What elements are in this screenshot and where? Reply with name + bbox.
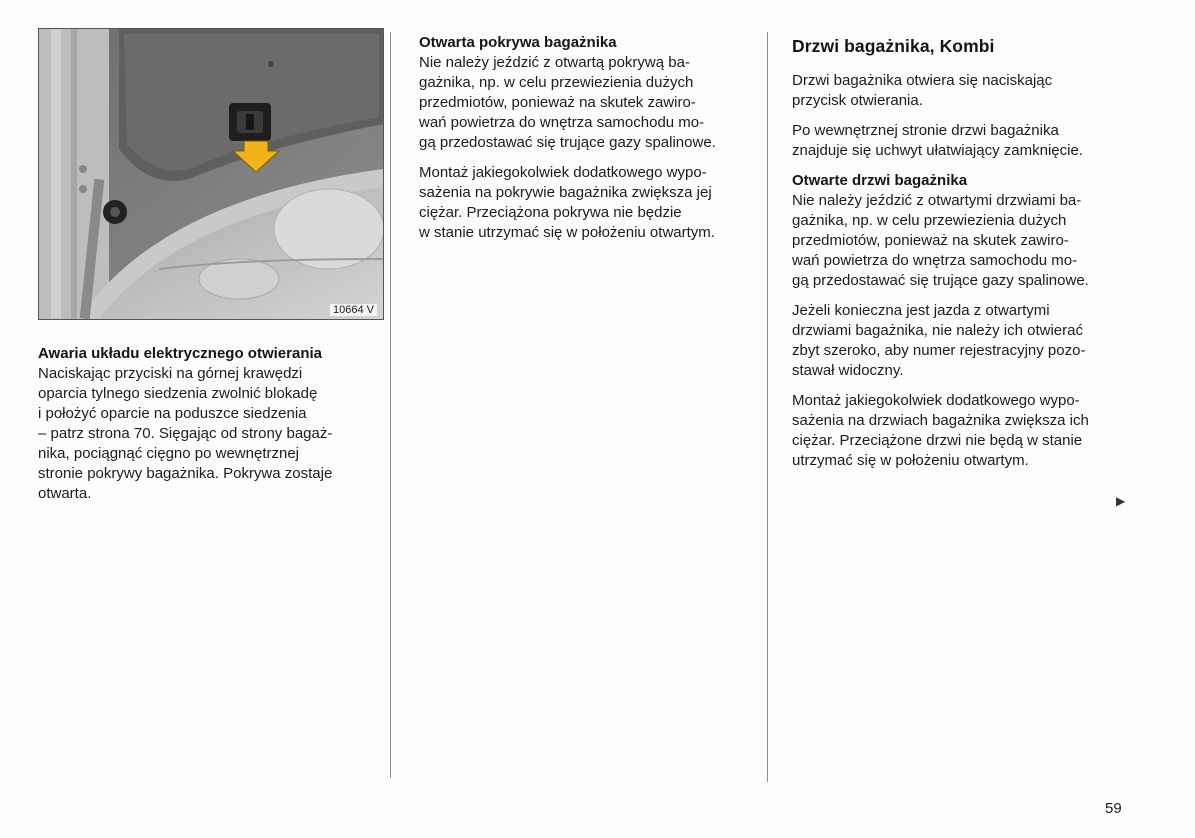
trunk-lid-figure (38, 28, 384, 320)
right-column (792, 36, 1137, 481)
electric-release-failure-heading: Awaria układu elektrycznego otwierania (38, 345, 322, 362)
left-column (38, 28, 388, 514)
open-tailgate-plate-text: Jeżeli konieczna jest jazda z otwartymi drzwiami bagażnika, nie należy ich otwierać zbyt szeroko, aby numer rejestracyjny pozo- stawał widoczny. (792, 302, 1086, 379)
open-trunk-lid-warning: Nie należy jeździć z otwartą pokrywą ba- gażnika, np. w celu przewiezienia dużych przedmiotów, ponieważ na skutek zawiro- wań powietrza do wnętrza samochodu mo- gą przedostawać się trujące gazy spalinowe. (419, 54, 716, 151)
trunk-lid-extra-equipment-text: Montaż jakiegokolwiek dodatkowego wypo- sażenia na pokrywie bagażnika zwiększa jej ciężar. Przeciążona pokrywa nie będzie w stanie utrzymać się w położeniu otwartym. (419, 164, 715, 241)
open-trunk-lid-heading: Otwarta pokrywa bagażnika (419, 34, 617, 51)
open-tailgate-warning: Nie należy jeździć z otwartymi drzwiami ba- gażnika, np. w celu przewiezienia dużych przedmiotów, ponieważ na skutek zawiro- wań powietrza do wnętrza samochodu mo- gą przedostawać się trujące gazy spalinowe. (792, 192, 1089, 289)
tailgate-handle-text: Po wewnętrznej stronie drzwi bagażnika znajduje się uchwyt ułatwiający zamknięcie. (792, 122, 1083, 159)
tailgate-opening-text: Drzwi bagażnika otwiera się naciskając przycisk otwierania. (792, 72, 1053, 109)
electric-release-failure-text: Naciskając przyciski na górnej krawędzi oparcia tylnego siedzenia zwolnić blokadę i położyć oparcie na poduszce siedzenia – patrz strona 70. Sięgając od strony bagaż- nika, pociągnąć cięgno po wewnętrznej stronie pokrywy bagażnika. Pokrywa zostaje otwarta. (38, 365, 333, 502)
tailgate-extra-equipment-text: Montaż jakiegokolwiek dodatkowego wypo- sażenia na drzwiach bagażnika zwiększa ich ciężar. Przeciążone drzwi nie będą w stanie utrzymać się w położeniu otwartym. (792, 392, 1089, 469)
open-tailgate-heading: Otwarte drzwi bagażnika (792, 172, 968, 189)
column-divider-right (767, 32, 768, 782)
page-number: 59 (1105, 800, 1122, 817)
estate-tailgate-title: Drzwi bagażnika, Kombi (792, 36, 995, 56)
next-page-triangle-icon: ▶ (1116, 494, 1126, 508)
middle-column (419, 33, 759, 253)
column-divider-left (390, 32, 391, 778)
trunk-lid-release-illustration (39, 29, 383, 319)
figure-number: 10664 V (330, 304, 377, 316)
